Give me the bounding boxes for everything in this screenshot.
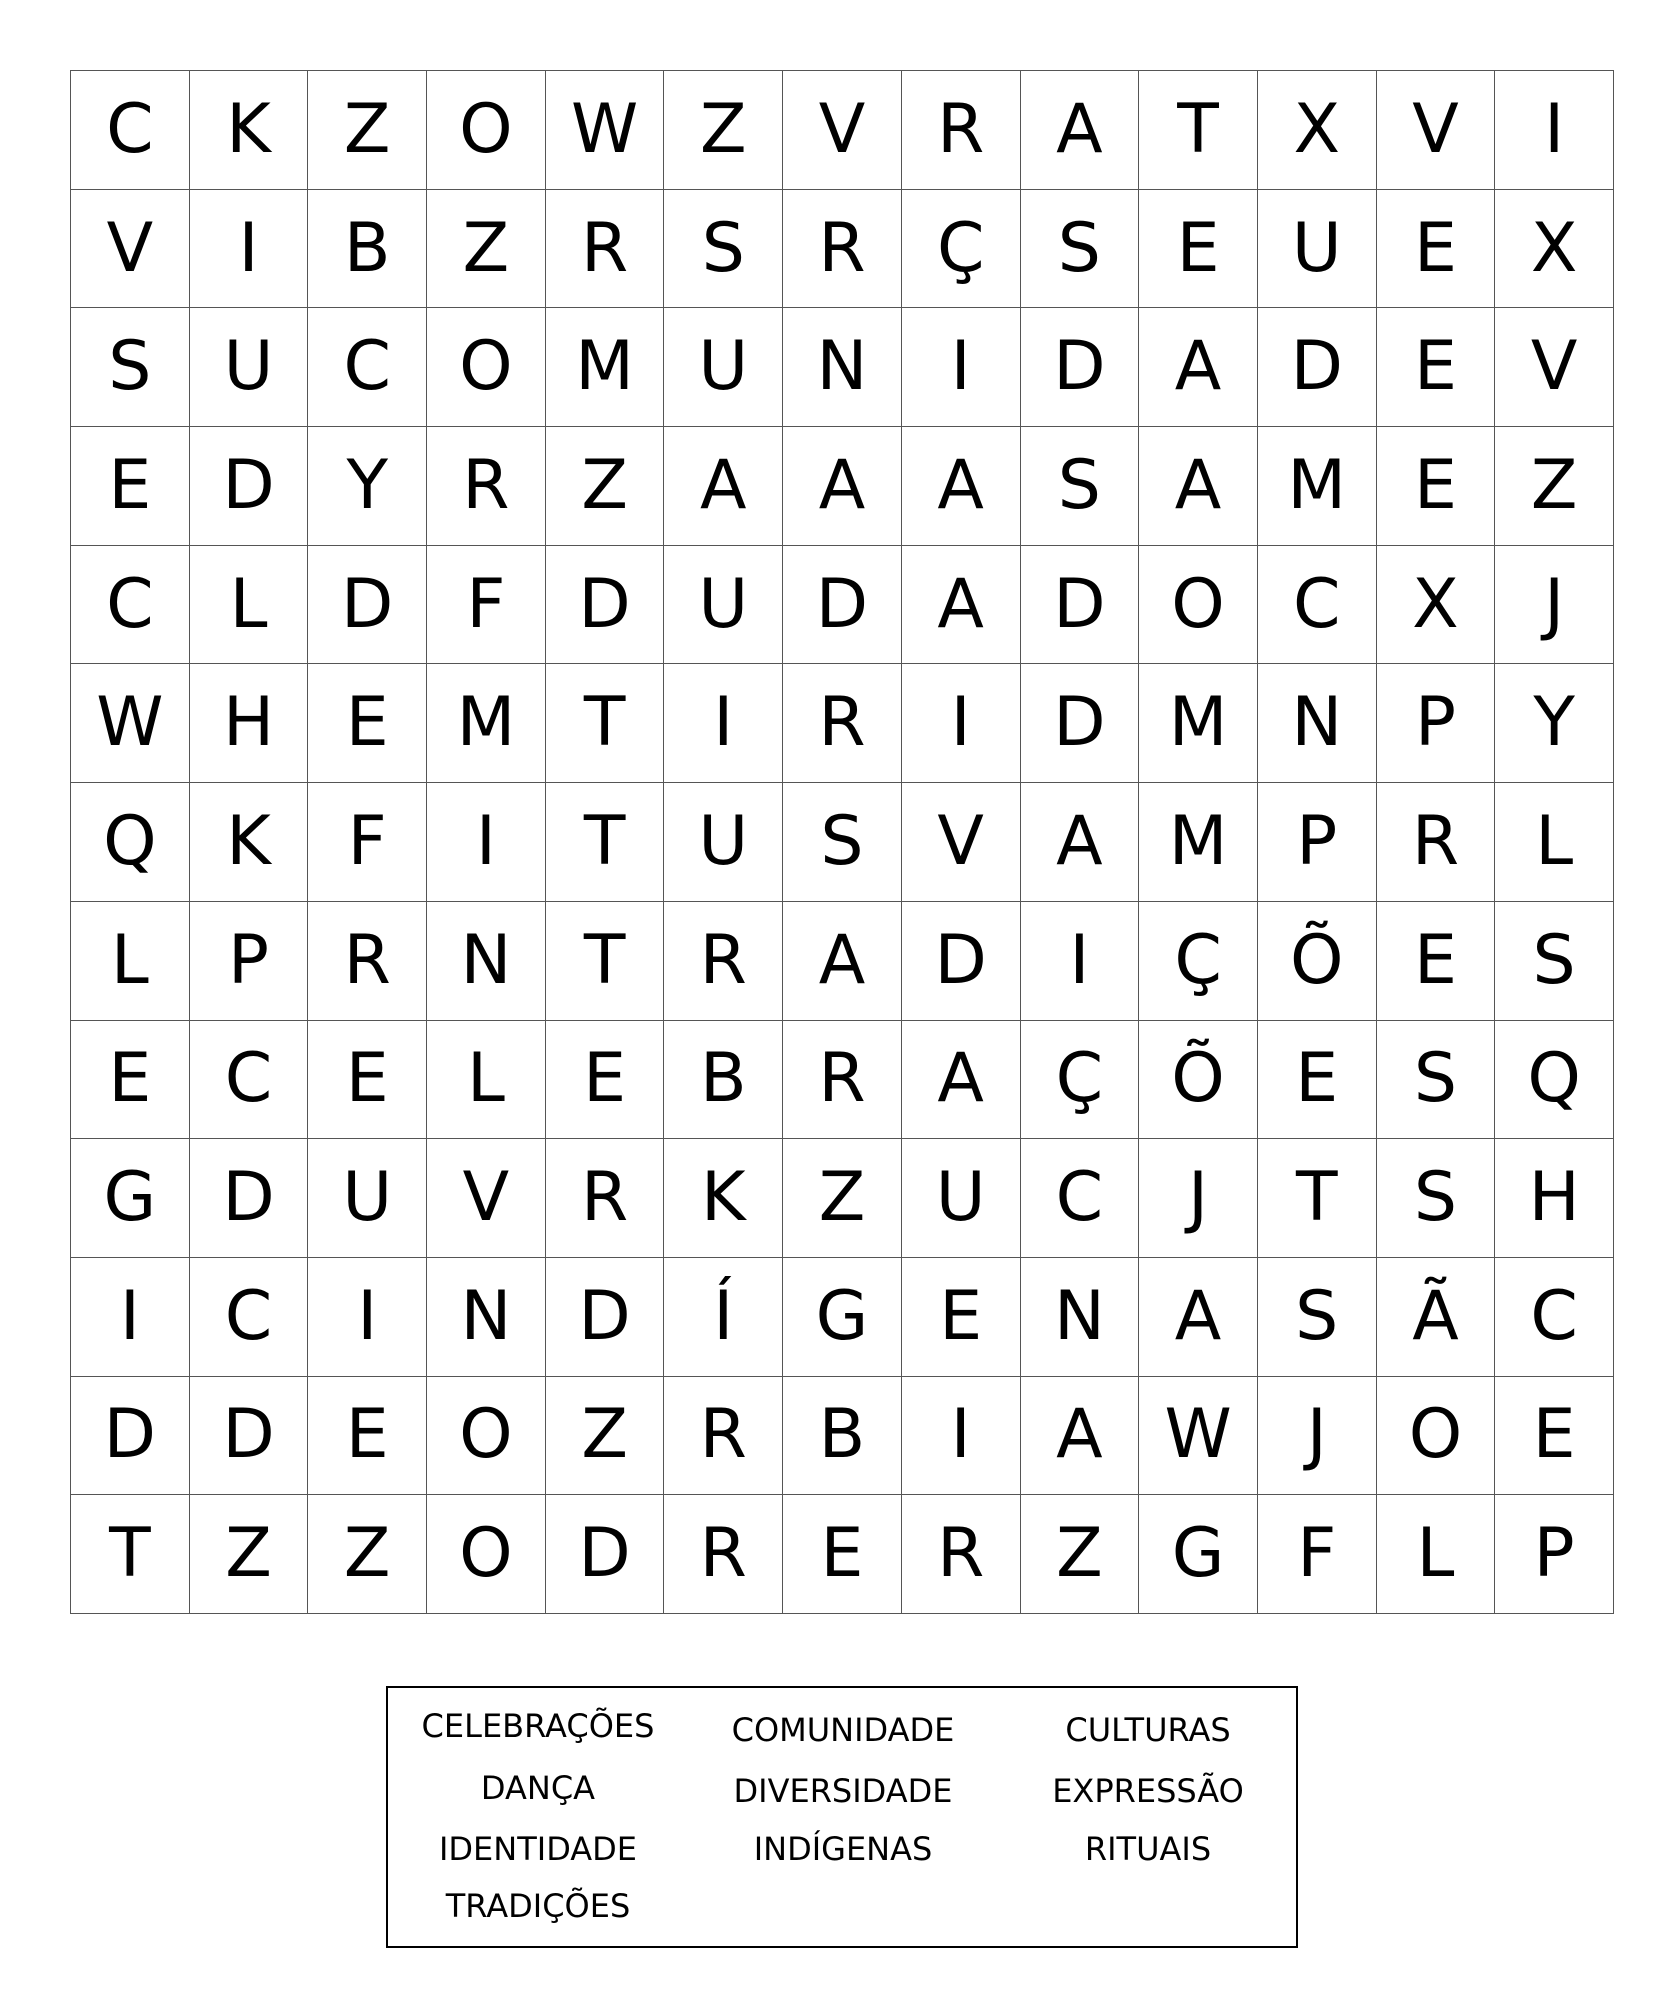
- grid-cell[interactable]: R: [902, 71, 1021, 190]
- grid-cell[interactable]: A: [902, 546, 1021, 665]
- grid-cell[interactable]: N: [427, 1258, 546, 1377]
- grid-cell[interactable]: X: [1377, 546, 1496, 665]
- grid-cell[interactable]: R: [427, 427, 546, 546]
- grid-cell[interactable]: N: [1258, 664, 1377, 783]
- grid-cell[interactable]: A: [1021, 71, 1140, 190]
- grid-cell[interactable]: D: [1021, 308, 1140, 427]
- grid-cell[interactable]: G: [1139, 1495, 1258, 1614]
- grid-cell[interactable]: T: [1139, 71, 1258, 190]
- grid-cell[interactable]: M: [1139, 783, 1258, 902]
- grid-cell[interactable]: M: [1139, 664, 1258, 783]
- grid-cell[interactable]: L: [1377, 1495, 1496, 1614]
- grid-cell[interactable]: D: [190, 427, 309, 546]
- grid-cell[interactable]: H: [190, 664, 309, 783]
- grid-cell[interactable]: U: [664, 308, 783, 427]
- grid-cell[interactable]: C: [1495, 1258, 1614, 1377]
- grid-cell[interactable]: Õ: [1258, 902, 1377, 1021]
- grid-cell[interactable]: W: [71, 664, 190, 783]
- grid-cell[interactable]: G: [71, 1139, 190, 1258]
- grid-cell[interactable]: W: [1139, 1377, 1258, 1496]
- grid-cell[interactable]: X: [1495, 190, 1614, 309]
- grid-cell[interactable]: C: [71, 71, 190, 190]
- grid-cell[interactable]: R: [546, 190, 665, 309]
- grid-cell[interactable]: A: [1139, 308, 1258, 427]
- word-list-item: COMUNIDADE: [731, 1711, 955, 1749]
- grid-cell[interactable]: L: [190, 546, 309, 665]
- grid-cell[interactable]: Z: [308, 1495, 427, 1614]
- grid-cell[interactable]: A: [783, 427, 902, 546]
- grid-cell[interactable]: P: [1258, 783, 1377, 902]
- grid-cell[interactable]: J: [1495, 546, 1614, 665]
- word-list-item: CELEBRAÇÕES: [421, 1707, 655, 1745]
- grid-cell[interactable]: N: [1021, 1258, 1140, 1377]
- grid-cell[interactable]: I: [1495, 71, 1614, 190]
- grid-cell[interactable]: Q: [71, 783, 190, 902]
- grid-cell[interactable]: R: [546, 1139, 665, 1258]
- grid-cell[interactable]: C: [71, 546, 190, 665]
- grid-cell[interactable]: O: [427, 71, 546, 190]
- grid-cell[interactable]: L: [71, 902, 190, 1021]
- grid-cell[interactable]: G: [783, 1258, 902, 1377]
- grid-cell[interactable]: C: [1258, 546, 1377, 665]
- grid-cell[interactable]: F: [308, 783, 427, 902]
- grid-cell[interactable]: N: [783, 308, 902, 427]
- grid-cell[interactable]: V: [1495, 308, 1614, 427]
- grid-cell[interactable]: D: [308, 546, 427, 665]
- grid-cell[interactable]: T: [546, 902, 665, 1021]
- grid-cell[interactable]: E: [1377, 308, 1496, 427]
- grid-cell[interactable]: R: [308, 902, 427, 1021]
- grid-cell[interactable]: R: [902, 1495, 1021, 1614]
- grid-cell[interactable]: R: [783, 1021, 902, 1140]
- grid-cell[interactable]: Q: [1495, 1021, 1614, 1140]
- grid-cell[interactable]: Z: [546, 1377, 665, 1496]
- grid-cell[interactable]: P: [1495, 1495, 1614, 1614]
- grid-cell[interactable]: E: [1139, 190, 1258, 309]
- grid-cell[interactable]: Z: [190, 1495, 309, 1614]
- grid-cell[interactable]: T: [546, 783, 665, 902]
- grid-cell[interactable]: C: [190, 1021, 309, 1140]
- grid-cell[interactable]: W: [546, 71, 665, 190]
- grid-cell[interactable]: S: [1377, 1021, 1496, 1140]
- grid-cell[interactable]: V: [71, 190, 190, 309]
- grid-cell[interactable]: Z: [664, 71, 783, 190]
- word-list-item: CULTURAS: [1065, 1711, 1231, 1749]
- grid-cell[interactable]: I: [664, 664, 783, 783]
- grid-cell[interactable]: C: [308, 308, 427, 427]
- grid-cell[interactable]: D: [190, 1377, 309, 1496]
- grid-cell[interactable]: H: [1495, 1139, 1614, 1258]
- grid-cell[interactable]: J: [1139, 1139, 1258, 1258]
- word-list-item: DANÇA: [480, 1769, 596, 1807]
- grid-cell[interactable]: E: [71, 1021, 190, 1140]
- grid-cell[interactable]: M: [546, 308, 665, 427]
- grid-cell[interactable]: Õ: [1139, 1021, 1258, 1140]
- grid-cell[interactable]: E: [308, 664, 427, 783]
- grid-cell[interactable]: U: [664, 546, 783, 665]
- grid-cell[interactable]: L: [427, 1021, 546, 1140]
- grid-cell[interactable]: U: [664, 783, 783, 902]
- grid-cell[interactable]: R: [783, 664, 902, 783]
- word-list-item: TRADIÇÕES: [445, 1887, 631, 1925]
- grid-cell[interactable]: D: [1021, 546, 1140, 665]
- grid-cell[interactable]: V: [902, 783, 1021, 902]
- grid-cell[interactable]: E: [783, 1495, 902, 1614]
- grid-cell[interactable]: O: [427, 308, 546, 427]
- grid-cell[interactable]: U: [1258, 190, 1377, 309]
- grid-cell[interactable]: O: [427, 1377, 546, 1496]
- grid-cell[interactable]: A: [664, 427, 783, 546]
- grid-cell[interactable]: D: [71, 1377, 190, 1496]
- word-list-item: EXPRESSÃO: [1052, 1772, 1244, 1810]
- grid-cell[interactable]: Z: [1021, 1495, 1140, 1614]
- grid-cell[interactable]: N: [427, 902, 546, 1021]
- grid-cell[interactable]: T: [1258, 1139, 1377, 1258]
- grid-cell[interactable]: B: [783, 1377, 902, 1496]
- word-list-item: IDENTIDADE: [438, 1830, 638, 1868]
- grid-cell[interactable]: L: [1495, 783, 1614, 902]
- grid-cell[interactable]: Ç: [902, 190, 1021, 309]
- grid-cell[interactable]: Ç: [1139, 902, 1258, 1021]
- grid-cell[interactable]: C: [190, 1258, 309, 1377]
- grid-cell[interactable]: A: [1139, 427, 1258, 546]
- grid-cell[interactable]: S: [1377, 1139, 1496, 1258]
- grid-cell[interactable]: Z: [308, 71, 427, 190]
- grid-cell[interactable]: U: [190, 308, 309, 427]
- grid-cell[interactable]: S: [783, 783, 902, 902]
- grid-cell[interactable]: M: [1258, 427, 1377, 546]
- grid-cell[interactable]: R: [1377, 783, 1496, 902]
- grid-cell[interactable]: S: [664, 190, 783, 309]
- grid-cell[interactable]: D: [1258, 308, 1377, 427]
- grid-cell[interactable]: O: [427, 1495, 546, 1614]
- grid-cell[interactable]: E: [1377, 902, 1496, 1021]
- grid-cell[interactable]: S: [1021, 427, 1140, 546]
- grid-cell[interactable]: V: [1377, 71, 1496, 190]
- grid-cell[interactable]: I: [902, 1377, 1021, 1496]
- grid-cell[interactable]: K: [190, 783, 309, 902]
- grid-cell[interactable]: I: [71, 1258, 190, 1377]
- grid-cell[interactable]: P: [190, 902, 309, 1021]
- grid-cell[interactable]: A: [1021, 783, 1140, 902]
- word-list-item: DIVERSIDADE: [733, 1772, 953, 1810]
- grid-cell[interactable]: O: [1139, 546, 1258, 665]
- grid-cell[interactable]: I: [1021, 902, 1140, 1021]
- grid-cell[interactable]: Ã: [1377, 1258, 1496, 1377]
- grid-cell[interactable]: E: [1377, 190, 1496, 309]
- grid-cell[interactable]: R: [664, 1495, 783, 1614]
- grid-cell[interactable]: D: [1021, 664, 1140, 783]
- grid-cell[interactable]: F: [1258, 1495, 1377, 1614]
- grid-cell[interactable]: I: [190, 190, 309, 309]
- grid-cell[interactable]: D: [546, 546, 665, 665]
- grid-cell[interactable]: U: [308, 1139, 427, 1258]
- grid-cell[interactable]: E: [1258, 1021, 1377, 1140]
- grid-cell[interactable]: I: [308, 1258, 427, 1377]
- grid-cell[interactable]: A: [1139, 1258, 1258, 1377]
- grid-cell[interactable]: I: [427, 783, 546, 902]
- grid-cell[interactable]: A: [1021, 1377, 1140, 1496]
- grid-cell[interactable]: Í: [664, 1258, 783, 1377]
- grid-cell[interactable]: P: [1377, 664, 1496, 783]
- grid-cell[interactable]: D: [546, 1258, 665, 1377]
- grid-cell[interactable]: D: [190, 1139, 309, 1258]
- grid-cell[interactable]: E: [546, 1021, 665, 1140]
- grid-cell[interactable]: Z: [1495, 427, 1614, 546]
- grid-cell[interactable]: U: [902, 1139, 1021, 1258]
- grid-cell[interactable]: Z: [546, 427, 665, 546]
- grid-cell[interactable]: Y: [308, 427, 427, 546]
- grid-cell[interactable]: A: [902, 1021, 1021, 1140]
- grid-cell[interactable]: A: [783, 902, 902, 1021]
- grid-cell[interactable]: D: [783, 546, 902, 665]
- grid-cell[interactable]: X: [1258, 71, 1377, 190]
- word-search-grid: [70, 70, 1614, 1614]
- grid-cell[interactable]: E: [1495, 1377, 1614, 1496]
- grid-cell[interactable]: Y: [1495, 664, 1614, 783]
- grid-cell[interactable]: B: [308, 190, 427, 309]
- word-list-item: INDÍGENAS: [753, 1830, 933, 1868]
- grid-cell[interactable]: A: [902, 427, 1021, 546]
- grid-cell[interactable]: T: [546, 664, 665, 783]
- grid-cell[interactable]: Z: [427, 190, 546, 309]
- grid-cell[interactable]: S: [1495, 902, 1614, 1021]
- grid-cell[interactable]: V: [783, 71, 902, 190]
- grid-cell[interactable]: E: [308, 1021, 427, 1140]
- grid-cell[interactable]: S: [1258, 1258, 1377, 1377]
- grid-cell[interactable]: M: [427, 664, 546, 783]
- word-list-item: RITUAIS: [1084, 1830, 1212, 1868]
- grid-cell[interactable]: I: [902, 308, 1021, 427]
- grid-cell[interactable]: D: [546, 1495, 665, 1614]
- grid-cell[interactable]: B: [664, 1021, 783, 1140]
- grid-cell[interactable]: E: [71, 427, 190, 546]
- grid-cell[interactable]: I: [902, 664, 1021, 783]
- grid-cell[interactable]: K: [190, 71, 309, 190]
- grid-cell[interactable]: E: [902, 1258, 1021, 1377]
- grid-cell[interactable]: Z: [783, 1139, 902, 1258]
- grid-cell[interactable]: R: [783, 190, 902, 309]
- grid-cell[interactable]: Ç: [1021, 1021, 1140, 1140]
- word-list: [386, 1686, 1298, 1948]
- grid-cell[interactable]: R: [664, 902, 783, 1021]
- grid-cell[interactable]: T: [71, 1495, 190, 1614]
- grid-cell[interactable]: E: [1377, 427, 1496, 546]
- grid-cell[interactable]: S: [1021, 190, 1140, 309]
- grid-cell[interactable]: F: [427, 546, 546, 665]
- grid-cell[interactable]: R: [664, 1377, 783, 1496]
- grid-cell[interactable]: E: [308, 1377, 427, 1496]
- grid-cell[interactable]: V: [427, 1139, 546, 1258]
- grid-cell[interactable]: C: [1021, 1139, 1140, 1258]
- grid-cell[interactable]: O: [1377, 1377, 1496, 1496]
- grid-cell[interactable]: J: [1258, 1377, 1377, 1496]
- grid-cell[interactable]: D: [902, 902, 1021, 1021]
- grid-cell[interactable]: S: [71, 308, 190, 427]
- grid-cell[interactable]: K: [664, 1139, 783, 1258]
